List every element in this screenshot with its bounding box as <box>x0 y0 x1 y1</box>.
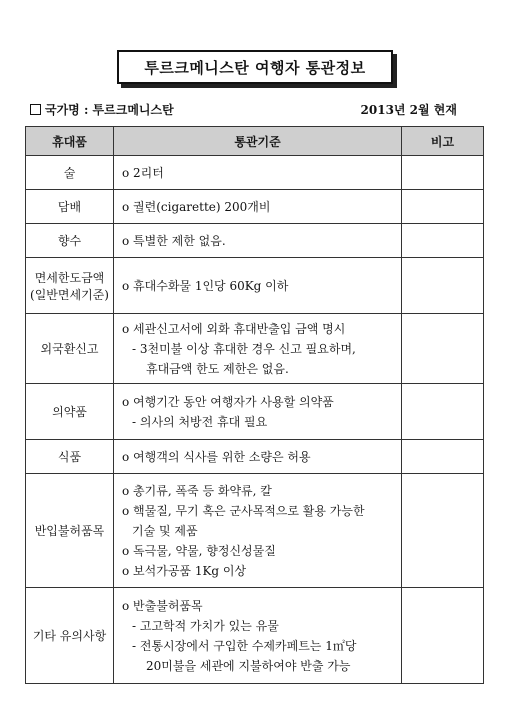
row-rule <box>114 224 402 258</box>
rule-line: o 휴대수화물 1인당 60Kg 이하 <box>122 278 289 293</box>
row-item <box>26 440 114 474</box>
row-rule <box>114 588 402 684</box>
row-rule <box>114 384 402 440</box>
row-rule <box>114 190 402 224</box>
header-note: 비고 <box>402 127 484 156</box>
row-rule <box>114 156 402 190</box>
row-rule <box>114 474 402 588</box>
row-item-text: 의약품 <box>52 405 87 419</box>
page-title-text: 투르크메니스탄 여행자 통관정보 <box>144 58 366 77</box>
rule-line: - 3천미불 이상 휴대한 경우 신고 필요하며, <box>132 341 356 356</box>
rule-line: o 보석가공품 1Kg 이상 <box>122 563 247 578</box>
row-item-text: 술 <box>63 166 76 180</box>
row-item-text: 식품 <box>57 450 82 464</box>
rule-line: o 반출불허품목 <box>122 598 203 613</box>
row-item-text: 기타 유의사항 <box>32 629 107 643</box>
row-item-subtext: (일반면세기준) <box>30 287 109 302</box>
table-row <box>26 440 484 474</box>
row-item-text: 반입불허품목 <box>34 524 105 538</box>
rule-line: o 총기류, 폭죽 등 화약류, 칼 <box>122 483 272 498</box>
row-note <box>402 314 484 384</box>
row-item-text: 담배 <box>57 200 82 214</box>
table-row <box>26 156 484 190</box>
rule-line: - 전통시장에서 구입한 수제카페트는 1㎡당 <box>132 638 357 653</box>
table-row <box>26 384 484 440</box>
rule-line: o 특별한 제한 없음. <box>122 233 226 248</box>
rule-line: o 세관신고서에 외화 휴대반출입 금액 명시 <box>122 321 346 336</box>
row-item <box>26 474 114 588</box>
rule-line: 기술 및 제품 <box>132 523 198 538</box>
table-row <box>26 474 484 588</box>
rule-line: - 고고학적 가치가 있는 유물 <box>132 618 279 633</box>
row-item <box>26 384 114 440</box>
row-note <box>402 156 484 190</box>
rule-line: o 핵물질, 무기 혹은 군사목적으로 활용 가능한 <box>122 503 365 518</box>
row-rule <box>114 258 402 314</box>
table-row <box>26 258 484 314</box>
row-note <box>402 474 484 588</box>
rule-line: o 여행기간 동안 여행자가 사용할 의약품 <box>122 394 334 409</box>
row-item-text: 향수 <box>57 234 82 248</box>
table-row <box>26 224 484 258</box>
rule-line: - 의사의 처방전 휴대 필요 <box>132 414 268 429</box>
row-item <box>26 190 114 224</box>
table-row <box>26 190 484 224</box>
row-rule <box>114 440 402 474</box>
row-note <box>402 258 484 314</box>
table-row <box>26 314 484 384</box>
row-item <box>26 314 114 384</box>
rule-line: o 궐련(cigarette) 200개비 <box>122 199 271 214</box>
customs-table <box>25 126 484 684</box>
rule-line: o 2리터 <box>122 165 164 180</box>
row-note <box>402 440 484 474</box>
table-row <box>26 588 484 684</box>
row-rule <box>114 314 402 384</box>
row-item <box>26 588 114 684</box>
row-note <box>402 224 484 258</box>
header-item: 휴대품 <box>26 127 114 156</box>
table-header-row <box>26 127 484 156</box>
rule-line: 20미불을 세관에 지불하여야 반출 가능 <box>146 658 351 673</box>
country-label <box>30 101 174 118</box>
row-item <box>26 224 114 258</box>
row-item-text: 면세한도금액 <box>34 270 105 285</box>
rule-line: o 여행객의 식사를 위한 소량은 허용 <box>122 449 311 464</box>
country-label-text: 국가명 : 투르크메니스탄 <box>45 103 174 117</box>
checkbox-square-icon <box>30 104 41 115</box>
rule-line: o 독극물, 약물, 향정신성물질 <box>122 543 276 558</box>
row-item <box>26 258 114 314</box>
date-label: 2013년 2월 현재 <box>360 103 457 117</box>
row-note <box>402 384 484 440</box>
row-note <box>402 588 484 684</box>
page-title <box>117 50 393 84</box>
row-item-text: 외국환신고 <box>40 342 99 356</box>
row-note <box>402 190 484 224</box>
row-item <box>26 156 114 190</box>
header-rule: 통관기준 <box>114 127 402 156</box>
rule-line: 휴대금액 한도 제한은 없음. <box>146 361 289 376</box>
